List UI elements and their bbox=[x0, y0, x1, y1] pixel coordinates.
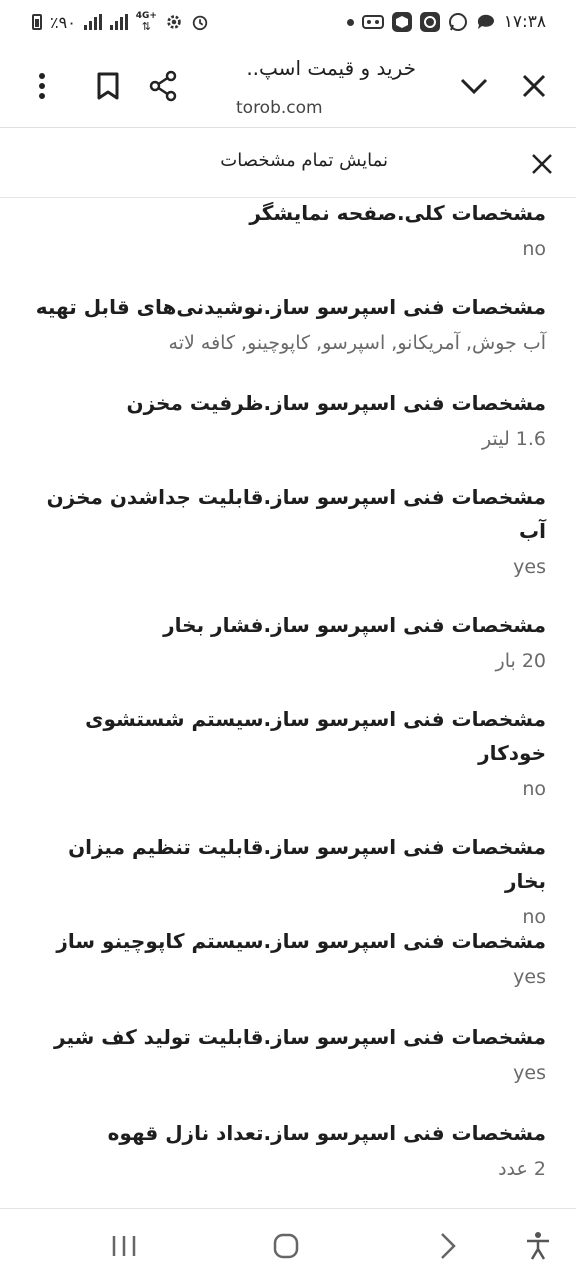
spec-item bbox=[26, 290, 546, 358]
status-right-group bbox=[347, 12, 546, 32]
close-sheet-button[interactable] bbox=[526, 148, 558, 180]
spec-item bbox=[26, 386, 546, 454]
spec-value: yes bbox=[513, 1062, 546, 1084]
page-title[interactable]: خرید و قیمت اسپ.. bbox=[246, 56, 416, 80]
spec-value: no bbox=[522, 238, 546, 260]
close-icon bbox=[522, 74, 546, 98]
close-icon bbox=[531, 153, 553, 175]
more-options-button[interactable] bbox=[26, 68, 58, 104]
whatsapp-icon bbox=[448, 12, 468, 32]
notification-dot-icon bbox=[347, 19, 354, 26]
signal-icon-sim2 bbox=[110, 14, 128, 30]
spec-item bbox=[26, 1116, 546, 1184]
spec-label: مشخصات فنی اسپرسو ساز.قابلیت جداشدن مخزن آب bbox=[46, 485, 546, 543]
spec-label: مشخصات فنی اسپرسو ساز.فشار بخار bbox=[163, 613, 546, 637]
status-bar bbox=[0, 0, 576, 44]
spec-item bbox=[26, 1020, 546, 1088]
expand-toolbar-button[interactable] bbox=[456, 68, 492, 104]
spec-value: no bbox=[522, 778, 546, 800]
spec-label: مشخصات فنی اسپرسو ساز.سیستم شستشوی خودکار bbox=[85, 707, 546, 765]
bookmark-icon bbox=[97, 72, 119, 100]
spec-item bbox=[26, 608, 546, 676]
battery-icon bbox=[32, 14, 42, 30]
specs-list[interactable] bbox=[0, 196, 576, 1208]
home-button[interactable] bbox=[266, 1229, 306, 1263]
page-url[interactable]: torob.com bbox=[236, 98, 323, 118]
vr-headset-icon bbox=[362, 14, 384, 30]
spec-label: مشخصات فنی اسپرسو ساز.قابلیت تنظیم میزان بخار bbox=[68, 835, 546, 893]
edge-browser-icon bbox=[420, 12, 440, 32]
spec-item bbox=[26, 830, 546, 932]
browser-toolbar bbox=[0, 44, 576, 128]
clock-time: ۱۷:۳۸ bbox=[503, 12, 546, 32]
accessibility-icon bbox=[525, 1231, 551, 1261]
spec-item bbox=[26, 702, 546, 804]
spec-value: no bbox=[522, 906, 546, 928]
chat-bubble-icon bbox=[476, 13, 496, 31]
chevron-down-icon bbox=[460, 77, 488, 95]
alarm-clock-icon bbox=[191, 13, 209, 31]
battery-percentage: ٪۹۰ bbox=[50, 12, 76, 32]
spec-value: yes bbox=[513, 966, 546, 988]
spec-label: مشخصات فنی اسپرسو ساز.نوشیدنی‌های قابل تهیه bbox=[35, 295, 546, 319]
system-navigation-bar bbox=[0, 1208, 576, 1280]
back-button[interactable] bbox=[428, 1229, 468, 1263]
spec-value: yes bbox=[513, 556, 546, 578]
home-icon bbox=[273, 1233, 299, 1259]
share-icon bbox=[148, 70, 178, 102]
spec-item bbox=[26, 924, 546, 992]
share-button[interactable] bbox=[146, 66, 180, 106]
recent-apps-icon bbox=[111, 1234, 137, 1258]
chevron-right-icon bbox=[439, 1232, 457, 1260]
spec-item bbox=[26, 196, 546, 264]
spec-value: آب جوش, آمریکانو, اسپرسو, کاپوچینو, کافه لاته bbox=[168, 332, 546, 354]
spec-label: مشخصات کلی.صفحه نمایشگر bbox=[249, 201, 546, 225]
signal-icon bbox=[84, 14, 102, 30]
spec-value: 2 عدد bbox=[498, 1158, 546, 1180]
accessibility-button[interactable] bbox=[518, 1229, 558, 1263]
network-type-icon: 4G+ ⇅ bbox=[135, 11, 157, 33]
sheet-title: نمایش تمام مشخصات bbox=[220, 150, 388, 171]
hexagon-app-icon bbox=[392, 12, 412, 32]
recent-apps-button[interactable] bbox=[104, 1229, 144, 1263]
close-tab-button[interactable] bbox=[516, 68, 552, 104]
status-left-group bbox=[32, 12, 209, 32]
bookmark-button[interactable] bbox=[92, 66, 124, 106]
vertical-dots-icon bbox=[38, 72, 46, 100]
spec-label: مشخصات فنی اسپرسو ساز.قابلیت تولید کف شیر bbox=[54, 1025, 546, 1049]
settings-gear-icon bbox=[165, 13, 183, 31]
specs-sheet-header bbox=[0, 128, 576, 198]
spec-value: 1.6 لیتر bbox=[482, 428, 546, 450]
spec-label: مشخصات فنی اسپرسو ساز.تعداد نازل قهوه bbox=[107, 1121, 546, 1145]
spec-label: مشخصات فنی اسپرسو ساز.ظرفیت مخزن bbox=[126, 391, 546, 415]
spec-label: مشخصات فنی اسپرسو ساز.سیستم کاپوچینو ساز bbox=[56, 929, 546, 953]
spec-value: 20 بار bbox=[495, 650, 546, 672]
spec-item bbox=[26, 480, 546, 582]
